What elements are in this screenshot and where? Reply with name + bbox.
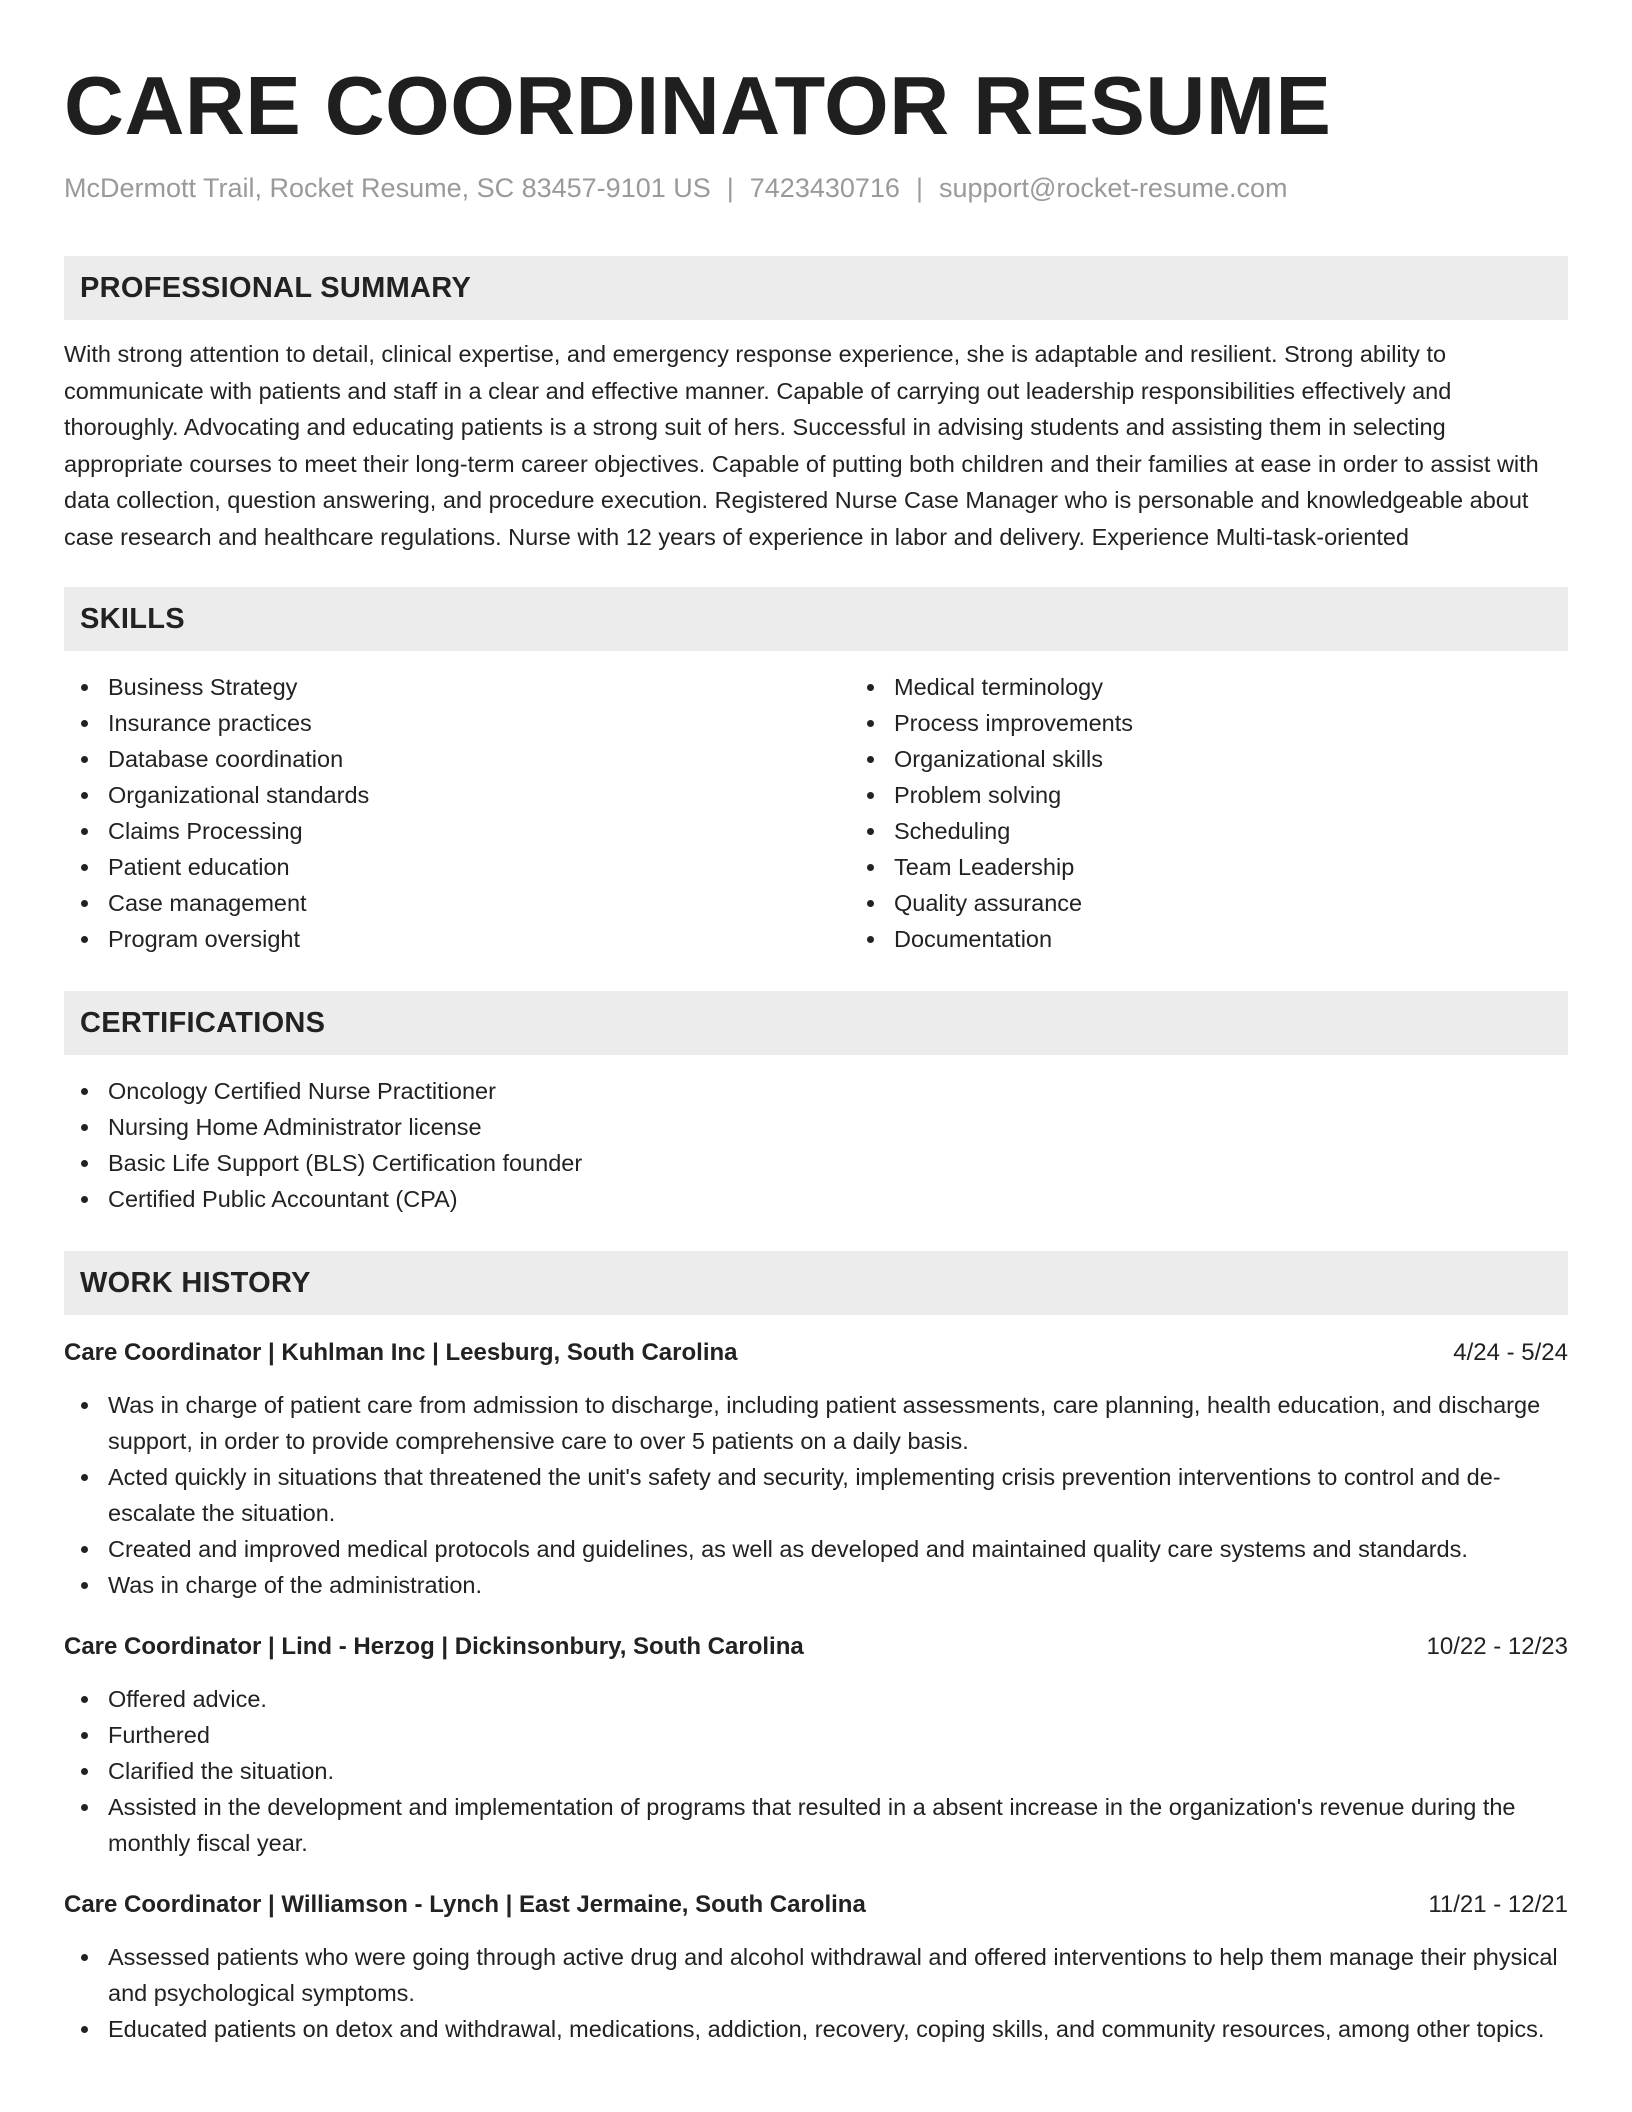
section-certifications: [64, 991, 1568, 1217]
job-bullet: Assessed patients who were going through active drug and alcohol withdrawal and offered interventions to help them manage their physical and psychological symptoms.: [108, 1939, 1568, 2011]
job-title: Care Coordinator | Lind - Herzog | Dickinsonbury, South Carolina: [64, 1633, 804, 1660]
skill-item: Quality assurance: [894, 885, 1632, 921]
job-bullet: Was in charge of patient care from admission to discharge, including patient assessments, care planning, health education, and discharge support, in order to provide comprehensive care to over 5 patients on a daily basis.: [108, 1387, 1568, 1459]
job-entry: [64, 1629, 1568, 1861]
job-dates: 10/22 - 12/23: [1426, 1633, 1568, 1660]
job-bullet: Assisted in the development and implementation of programs that resulted in a absent increase in the organization's revenue during the monthly fiscal year.: [108, 1789, 1568, 1861]
job-header: [64, 1887, 1568, 1923]
section-heading: SKILLS: [64, 587, 1568, 651]
contact-line: [64, 170, 1568, 206]
job-bullets: [64, 1387, 1568, 1603]
certification-item: Oncology Certified Nurse Practitioner: [108, 1073, 1568, 1109]
contact-separator: |: [915, 173, 923, 203]
skill-item: Business Strategy: [108, 669, 850, 705]
skill-item: Documentation: [894, 921, 1632, 957]
summary-text: With strong attention to detail, clinical expertise, and emergency response experience, she is adaptable and resilient. Strong ability to communicate with patients and staff in a clear and effective manner. Capable of carrying out leadership responsibilities effectively and thoroughly. Advocating and educating patients is a strong suit of hers. Successful in advising students and assisting them in selecting appropriate courses to meet their long-term career objectives. Capable of putting both children and their families at ease in order to assist with data collection, question answering, and procedure execution. Registered Nurse Case Manager who is personable and knowledgeable about case research and healthcare regulations. Nurse with 12 years of experience in labor and delivery. Experience Multi-task-oriented: [64, 341, 1539, 550]
job-bullet: Created and improved medical protocols and guidelines, as well as developed and maintained quality care systems and standards.: [108, 1531, 1568, 1567]
skill-item: Program oversight: [108, 921, 850, 957]
skill-item: Medical terminology: [894, 669, 1632, 705]
certification-item: Certified Public Accountant (CPA): [108, 1181, 1568, 1217]
job-title: Care Coordinator | Kuhlman Inc | Leesburg, South Carolina: [64, 1339, 738, 1366]
section-heading: PROFESSIONAL SUMMARY: [64, 256, 1568, 320]
job-bullets: [64, 1939, 1568, 2047]
job-dates: 4/24 - 5/24: [1453, 1339, 1568, 1366]
contact-separator: |: [726, 173, 734, 203]
job-header: [64, 1629, 1568, 1665]
contact-email: support@rocket-resume.com: [938, 173, 1288, 203]
skill-item: Organizational standards: [108, 777, 850, 813]
skill-item: Claims Processing: [108, 813, 850, 849]
section-professional-summary: [64, 256, 1568, 555]
job-bullet: Offered advice.: [108, 1681, 1568, 1717]
skill-item: Process improvements: [894, 705, 1632, 741]
job-bullet: Furthered: [108, 1717, 1568, 1753]
job-entry: [64, 1887, 1568, 2047]
section-heading: WORK HISTORY: [64, 1251, 1568, 1315]
certifications-list: [64, 1073, 1568, 1217]
certification-item: Nursing Home Administrator license: [108, 1109, 1568, 1145]
job-bullet: Acted quickly in situations that threatened the unit's safety and security, implementing crisis prevention interventions to control and de-escalate the situation.: [108, 1459, 1568, 1531]
skill-item: Organizational skills: [894, 741, 1632, 777]
skills-list-right: [850, 669, 1632, 957]
skill-item: Team Leadership: [894, 849, 1632, 885]
job-bullet: Was in charge of the administration.: [108, 1567, 1568, 1603]
skills-grid: [64, 651, 1568, 957]
job-dates: 11/21 - 12/21: [1428, 1891, 1568, 1918]
job-bullets: [64, 1681, 1568, 1861]
job-entry: [64, 1335, 1568, 1603]
job-bullet: Clarified the situation.: [108, 1753, 1568, 1789]
job-title: Care Coordinator | Williamson - Lynch | East Jermaine, South Carolina: [64, 1891, 866, 1918]
certification-item: Basic Life Support (BLS) Certification founder: [108, 1145, 1568, 1181]
skill-item: Scheduling: [894, 813, 1632, 849]
skill-item: Database coordination: [108, 741, 850, 777]
skill-item: Patient education: [108, 849, 850, 885]
skill-item: Case management: [108, 885, 850, 921]
contact-address: McDermott Trail, Rocket Resume, SC 83457-9101 US: [64, 173, 711, 203]
section-work-history: [64, 1251, 1568, 2047]
skill-item: Problem solving: [894, 777, 1632, 813]
job-bullet: Educated patients on detox and withdrawal, medications, addiction, recovery, coping skills, and community resources, among other topics.: [108, 2011, 1568, 2047]
resume-title: CARE COORDINATOR RESUME: [64, 59, 1332, 152]
skills-list-left: [64, 669, 850, 957]
job-header: [64, 1335, 1568, 1371]
section-heading: CERTIFICATIONS: [64, 991, 1568, 1055]
contact-phone: 7423430716: [749, 173, 900, 203]
section-skills: [64, 587, 1568, 957]
skill-item: Insurance practices: [108, 705, 850, 741]
